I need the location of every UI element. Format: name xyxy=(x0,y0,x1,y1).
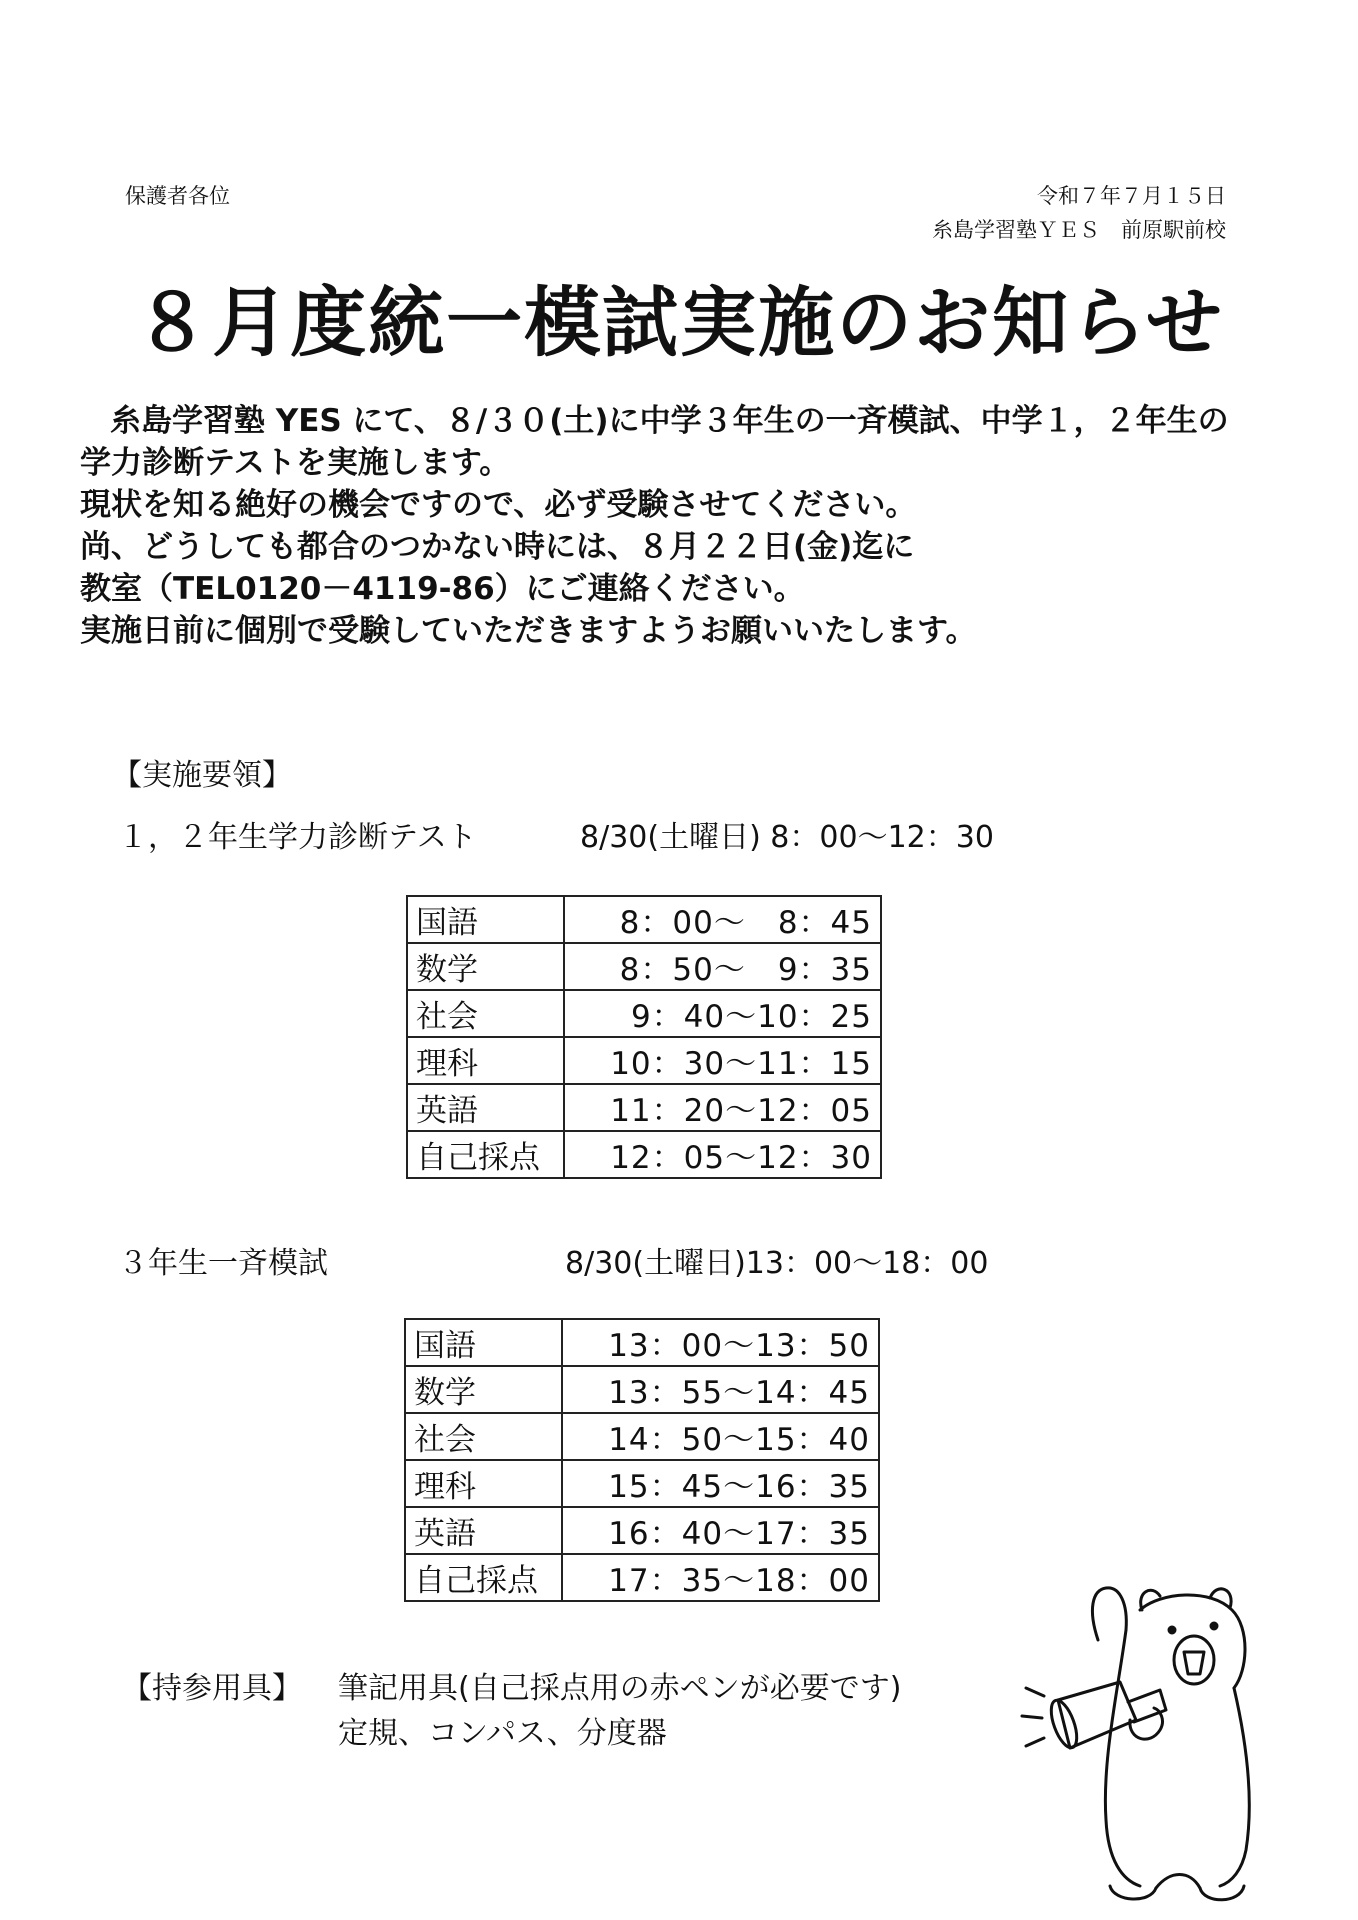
addressee: 保護者各位 xyxy=(125,184,230,208)
time-cell: 10：30～11：15 xyxy=(564,1037,881,1084)
exam1-schedule-table xyxy=(406,895,882,1179)
notice-body xyxy=(80,400,1290,652)
subject-cell: 自己採点 xyxy=(405,1554,562,1601)
items-line-1: 筆記用具(自己採点用の赤ペンが必要です) xyxy=(338,1671,902,1706)
body-line: 糸島学習塾 YES にて、８/３０(土)に中学３年生の一斉模試、中学１，２年生の xyxy=(110,403,1229,439)
table-row xyxy=(405,1554,879,1601)
bear-megaphone-icon xyxy=(1010,1570,1270,1910)
exam2-time: 8/30(土曜日)13：00～18：00 xyxy=(565,1246,989,1281)
subject-cell: 数学 xyxy=(405,1366,562,1413)
table-row xyxy=(407,990,881,1037)
time-cell: 12：05～12：30 xyxy=(564,1131,881,1178)
exam2-label: ３年生一斉模試 xyxy=(118,1246,328,1281)
subject-cell: 自己採点 xyxy=(407,1131,564,1178)
body-line: 教室（TEL0120－4119-86）にご連絡ください。 xyxy=(80,571,805,607)
time-cell: 8：50～ 9：35 xyxy=(564,943,881,990)
time-cell: 16：40～17：35 xyxy=(562,1507,879,1554)
table-row xyxy=(407,1037,881,1084)
page-title: ８月度統一模試実施のお知らせ xyxy=(134,278,1224,367)
subject-cell: 国語 xyxy=(407,896,564,943)
items-label: 【持参用具】 xyxy=(122,1671,302,1706)
table-row xyxy=(405,1319,879,1366)
subject-cell: 社会 xyxy=(407,990,564,1037)
table-row xyxy=(407,1131,881,1178)
body-line: 現状を知る絶好の機会ですので、必ず受験させてください。 xyxy=(80,487,917,523)
time-cell: 15：45～16：35 xyxy=(562,1460,879,1507)
table-row xyxy=(405,1507,879,1554)
table-row xyxy=(405,1366,879,1413)
subject-cell: 英語 xyxy=(405,1507,562,1554)
subject-cell: 英語 xyxy=(407,1084,564,1131)
body-line: 実施日前に個別で受験していただきますようお願いいたします。 xyxy=(80,613,977,649)
section-heading: 【実施要領】 xyxy=(112,758,292,793)
table-row xyxy=(405,1460,879,1507)
issue-date: 令和７年７月１５日 xyxy=(1037,184,1226,208)
time-cell: 8：00～ 8：45 xyxy=(564,896,881,943)
body-line: 尚、どうしても都合のつかない時には、８月２２日(金)迄に xyxy=(80,529,915,565)
exam1-time: 8/30(土曜日) 8：00～12：30 xyxy=(580,820,994,855)
exam2-schedule-table xyxy=(404,1318,880,1602)
table-row xyxy=(405,1413,879,1460)
table-row xyxy=(407,1084,881,1131)
subject-cell: 理科 xyxy=(405,1460,562,1507)
subject-cell: 数学 xyxy=(407,943,564,990)
time-cell: 13：00～13：50 xyxy=(562,1319,879,1366)
table-row xyxy=(407,943,881,990)
items-line-2: 定規、コンパス、分度器 xyxy=(338,1716,667,1751)
subject-cell: 国語 xyxy=(405,1319,562,1366)
time-cell: 9：40～10：25 xyxy=(564,990,881,1037)
subject-cell: 理科 xyxy=(407,1037,564,1084)
time-cell: 13：55～14：45 xyxy=(562,1366,879,1413)
table-row xyxy=(407,896,881,943)
body-line: 学力診断テストを実施します。 xyxy=(80,445,511,481)
subject-cell: 社会 xyxy=(405,1413,562,1460)
time-cell: 11：20～12：05 xyxy=(564,1084,881,1131)
exam1-label: １，２年生学力診断テスト xyxy=(118,820,477,855)
school-name: 糸島学習塾ＹＥＳ 前原駅前校 xyxy=(932,218,1226,242)
time-cell: 14：50～15：40 xyxy=(562,1413,879,1460)
time-cell: 17：35～18：00 xyxy=(562,1554,879,1601)
